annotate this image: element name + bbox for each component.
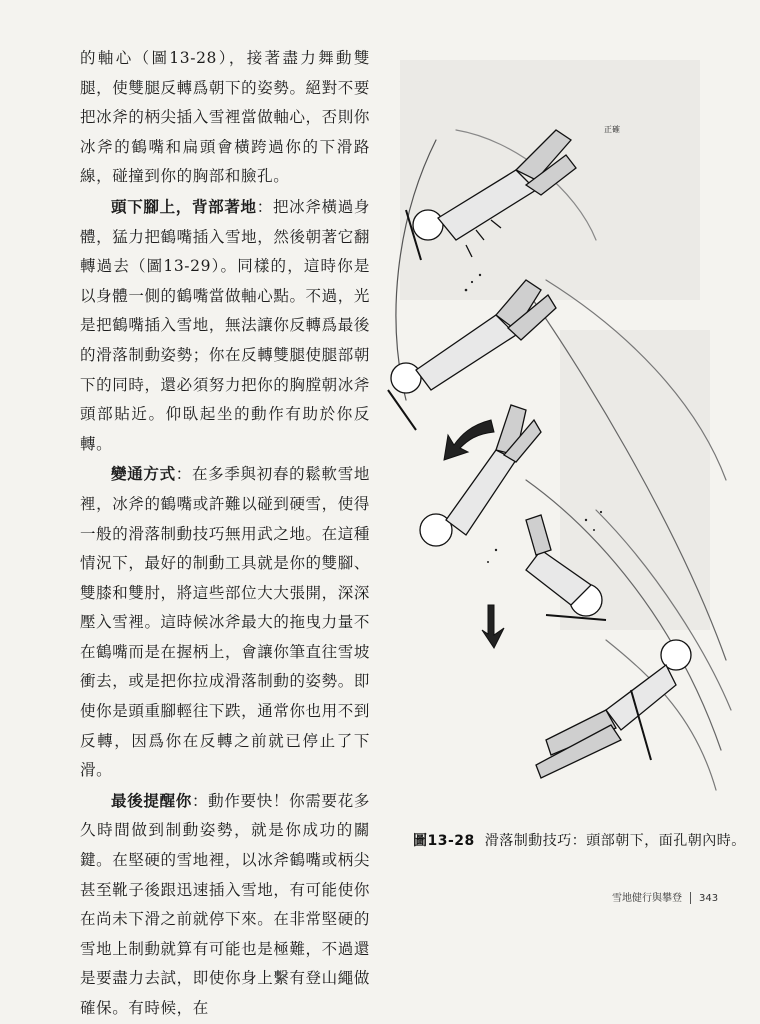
figure-caption	[413, 830, 746, 850]
correct-label: 正確	[604, 125, 620, 134]
downward-arrow-icon	[482, 605, 504, 648]
page-footer	[612, 889, 718, 904]
body-text-column	[80, 44, 370, 1024]
climber-figure-2	[388, 280, 556, 430]
body-paragraph	[80, 786, 370, 1024]
running-book-title: 雪地健行與攀登	[612, 893, 682, 904]
footer-divider	[690, 892, 691, 904]
body-paragraph	[80, 192, 370, 459]
paragraph-lead: 最後提醒你	[111, 790, 192, 810]
paragraph-text: 的軸心（圖13-28），接著盡力舞動雙腿，使雙腿反轉爲朝下的姿勢。絕對不要把冰斧的柄尖插入雪裡當做軸心，否則你冰斧的鶴嘴和扁頭會橫跨過你的下滑路線，碰撞到你的胸部和臉孔。	[80, 49, 370, 186]
paragraph-text: ：動作要快！你需要花多久時間做到制動姿勢，就是你成功的關鍵。在堅硬的雪地裡，以冰斧鶴嘴或柄尖甚至靴子後跟迅速插入雪地，有可能使你在尚未下滑之前就停下來。在非常堅硬的雪地上制動就算有可能也是極難，不過還是要盡力去試，即使你身上繫有登山繩做確保。有時候，在	[80, 791, 370, 1017]
paragraph-lead: 變通方式	[111, 464, 176, 484]
paragraph-lead: 頭下腳上，背部著地	[111, 196, 257, 216]
snow-slope-line	[526, 290, 726, 660]
paragraph-text: ：在多季與初春的鬆軟雪地裡，冰斧的鶴嘴或許難以碰到硬雪，使得一般的滑落制動技巧無用武之地。在這種情況下，最好的制動工具就是你的雙腳、雙膝和雙肘，將這些部位大大張開，深深壓入雪裡。這時候冰斧最大的拖曳力量不在鶴嘴而是在握柄上，會讓你筆直往雪坡衝去，或是把你拉成滑落制動的姿勢。即使你是頭重腳輕往下跌，通常你也用不到反轉，因爲你在反轉之前就已停止了下滑。	[80, 465, 371, 780]
snow-slope-line	[546, 280, 726, 480]
climber-figure-5	[536, 640, 691, 778]
figure-caption-text: 滑落制動技巧：頭部朝下，面孔朝內時。	[484, 833, 746, 849]
page-number: 343	[699, 893, 719, 904]
rotation-arrow-icon	[444, 420, 494, 460]
figure-number: 圖13-28	[413, 833, 475, 849]
body-paragraph	[80, 459, 370, 786]
paragraph-text: ：把冰斧橫過身體，猛力把鶴嘴插入雪地，然後朝著它翻轉過去（圖13-29）。同樣的，這時你是以身體一側的鶴嘴當做軸心點。不過，光是把鶴嘴插入雪地，無法讓你反轉爲最後的滑落制動姿勢；你在反轉雙腿使腿部朝下的同時，還必須努力把你的胸膛朝冰斧頭部貼近。仰臥起坐的動作有助於你反轉。	[80, 197, 371, 453]
self-arrest-illustration	[376, 100, 736, 800]
body-paragraph	[80, 44, 370, 192]
